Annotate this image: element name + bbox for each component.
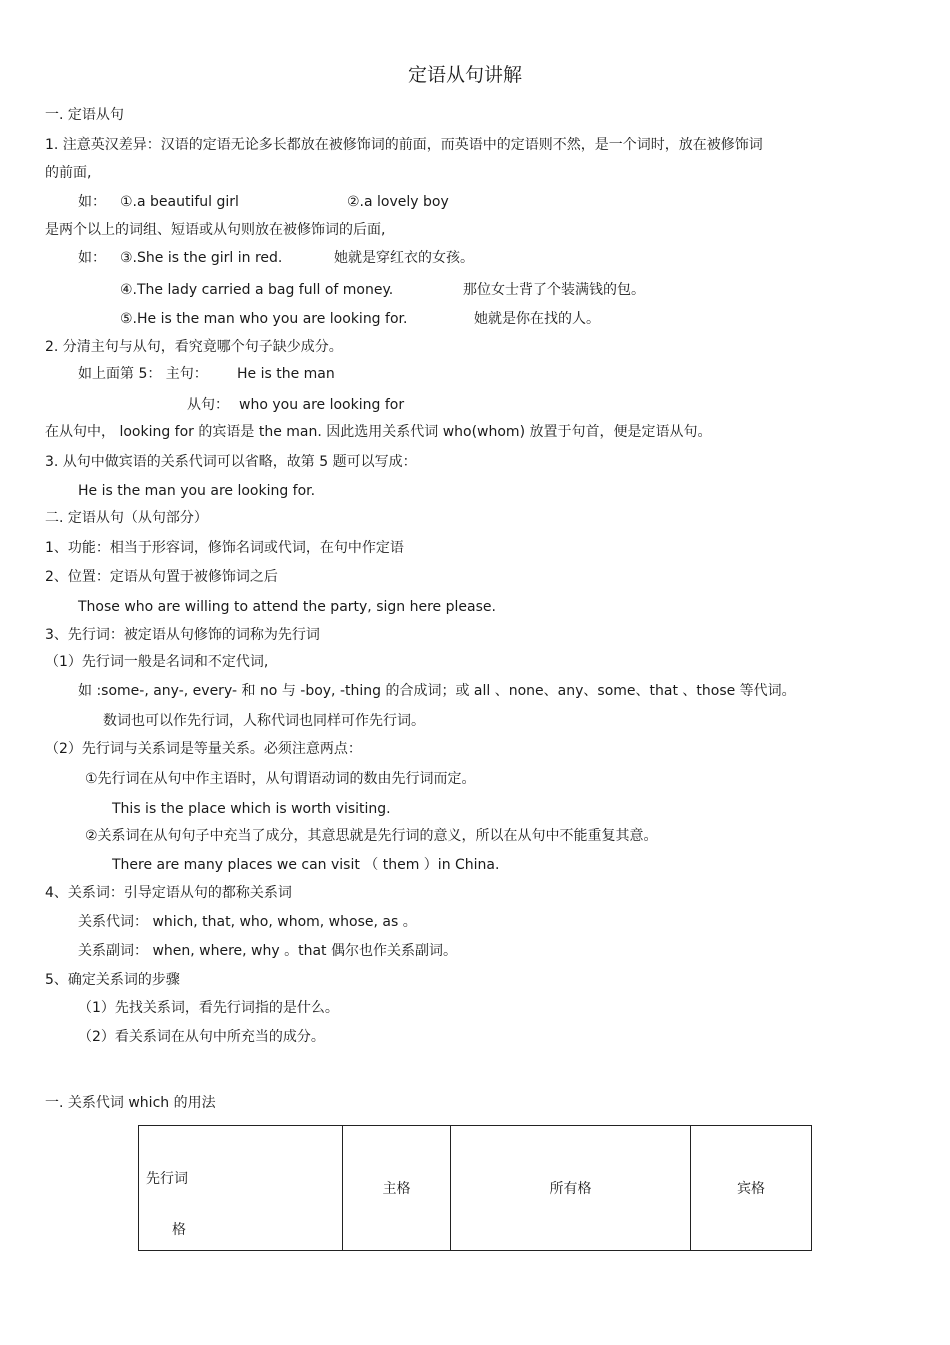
paragraph-3: 3. 从句中做宾语的关系代词可以省略，故第 5 题可以写成： (45, 454, 417, 470)
item-relative-pronouns: 关系代词： which, that, who, whom, whose, as 。 (78, 914, 417, 930)
item-antecedent-2: （2）先行词与关系词是等量关系。必须注意两点： (45, 741, 362, 757)
table-corner-cell (139, 1126, 343, 1251)
example-4-zh: 那位女士背了个装满钱的包。 (463, 282, 645, 298)
item-antecedent-2b-example: There are many places we can visit （ them ）in China. (112, 857, 500, 873)
page-title: 定语从句讲解 (408, 64, 523, 86)
paragraph-1a: 1. 注意英汉差异：汉语的定语无论多长都放在被修饰词的前面，而英语中的定语则不然，是一个词时，放在被修饰词 (45, 137, 763, 153)
paragraph-2: 2. 分清主句与从句，看究竟哪个句子缺少成分。 (45, 339, 343, 355)
column-header-object: 宾格 (691, 1126, 812, 1251)
item-relative-words: 4、关系词：引导定语从句的都称关系词 (45, 885, 292, 901)
section-3-heading: 一. 关系代词 which 的用法 (45, 1095, 216, 1111)
item-antecedent-2a-example: This is the place which is worth visiting. (112, 801, 391, 817)
item-steps-1: （1）先找关系词，看先行词指的是什么。 (78, 1000, 339, 1016)
item-antecedent-1: （1）先行词一般是名词和不定代词, (45, 654, 269, 670)
item-steps-2: （2）看关系词在从句中所充当的成分。 (78, 1029, 325, 1045)
main-clause-label: 如上面第 5： 主句： (78, 366, 208, 382)
column-header-subject: 主格 (343, 1126, 451, 1251)
item-relative-adverbs: 关系副词： when, where, why 。that 偶尔也作关系副词。 (78, 943, 457, 959)
sub-clause-label: 从句： (187, 397, 229, 413)
example-5-en: ⑤.He is the man who you are looking for. (120, 311, 408, 327)
item-antecedent-2a: ①先行词在从句中作主语时，从句谓语动词的数由先行词而定。 (85, 771, 476, 787)
example-label: 如： (78, 250, 106, 266)
column-header-possessive: 所有格 (451, 1126, 691, 1251)
example-label: 如： (78, 194, 106, 210)
which-usage-table (138, 1125, 812, 1251)
example-4-en: ④.The lady carried a bag full of money. (120, 282, 394, 298)
corner-antecedent-label: 先行词 (146, 1171, 188, 1187)
section-2-heading: 二. 定语从句（从句部分） (45, 510, 208, 526)
sub-clause: who you are looking for (239, 397, 405, 413)
paragraph-1b: 的前面, (45, 165, 92, 181)
example-3-en: ③.She is the girl in red. (120, 250, 283, 266)
example-5-zh: 她就是你在找的人。 (474, 311, 600, 327)
paragraph-3-example: He is the man you are looking for. (78, 483, 316, 499)
example-2: ②.a lovely boy (347, 194, 449, 210)
item-position-example: Those who are willing to attend the party, sign here please. (78, 599, 496, 615)
item-function: 1、功能：相当于形容词，修饰名词或代词，在句中作定语 (45, 540, 404, 556)
item-steps: 5、确定关系词的步骤 (45, 972, 180, 988)
item-antecedent-1-example-2: 数词也可以作先行词，人称代词也同样可作先行词。 (103, 713, 425, 729)
paragraph-1c: 是两个以上的词组、短语或从句则放在被修饰词的后面, (45, 222, 386, 238)
paragraph-2-explain: 在从句中， looking for 的宾语是 the man. 因此选用关系代词 who(whom) 放置于句首，便是定语从句。 (45, 424, 712, 440)
main-clause: He is the man (237, 366, 335, 382)
item-antecedent: 3、先行词：被定语从句修饰的词称为先行词 (45, 627, 320, 643)
example-3-zh: 她就是穿红衣的女孩。 (334, 250, 474, 266)
item-antecedent-1-example: 如 :some-, any-, every- 和 no 与 -boy, -thing 的合成词；或 all 、none、any、some、that 、those 等代词。 (78, 683, 796, 699)
item-antecedent-2b: ②关系词在从句句子中充当了成分，其意思就是先行词的意义，所以在从句中不能重复其意。 (85, 828, 658, 844)
section-1-heading: 一. 定语从句 (45, 107, 124, 123)
table-row (139, 1126, 812, 1251)
item-position: 2、位置：定语从句置于被修饰词之后 (45, 569, 278, 585)
corner-case-label: 格 (172, 1222, 186, 1238)
example-1: ①.a beautiful girl (120, 194, 239, 210)
